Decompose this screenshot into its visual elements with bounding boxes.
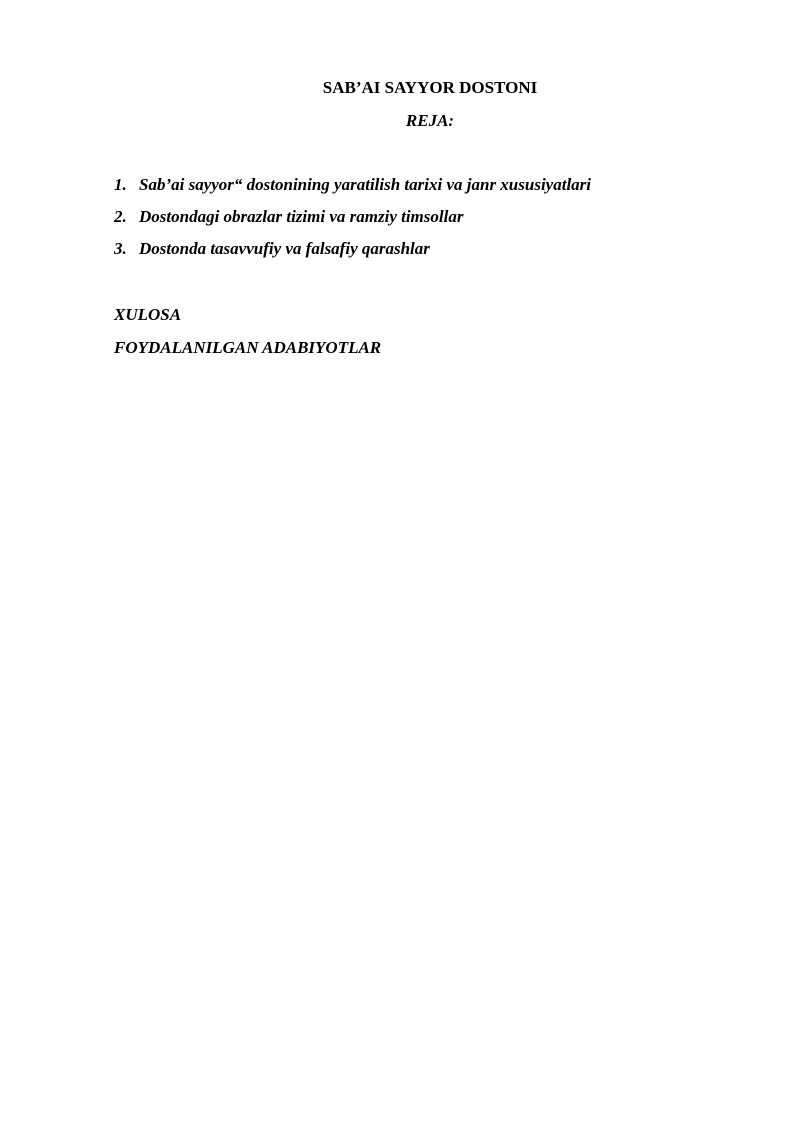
plan-item-text: Sab’ai sayyor“ dostonining yaratilish tarixi va janr xususiyatlari [139,175,592,194]
plan-item [114,238,734,270]
plan-item-text: Dostonda tasavvufiy va falsafiy qarashlar [139,239,430,258]
references-heading: FOYDALANILGAN ADABIYOTLAR [114,338,382,357]
plan-item-number: 2. [114,207,127,226]
document-title: SAB’AI SAYYOR DOSTONI [322,78,538,97]
plan-item [114,174,734,206]
plan-item-text: Dostondagi obrazlar tizimi va ramziy timsollar [139,207,464,226]
plan-item-number: 1. [114,175,127,194]
plan-heading: REJA: [405,111,455,130]
plan-item-number: 3. [114,239,127,258]
plan-list [114,174,734,270]
plan-item [114,206,734,238]
conclusion-heading: XULOSA [114,305,182,324]
